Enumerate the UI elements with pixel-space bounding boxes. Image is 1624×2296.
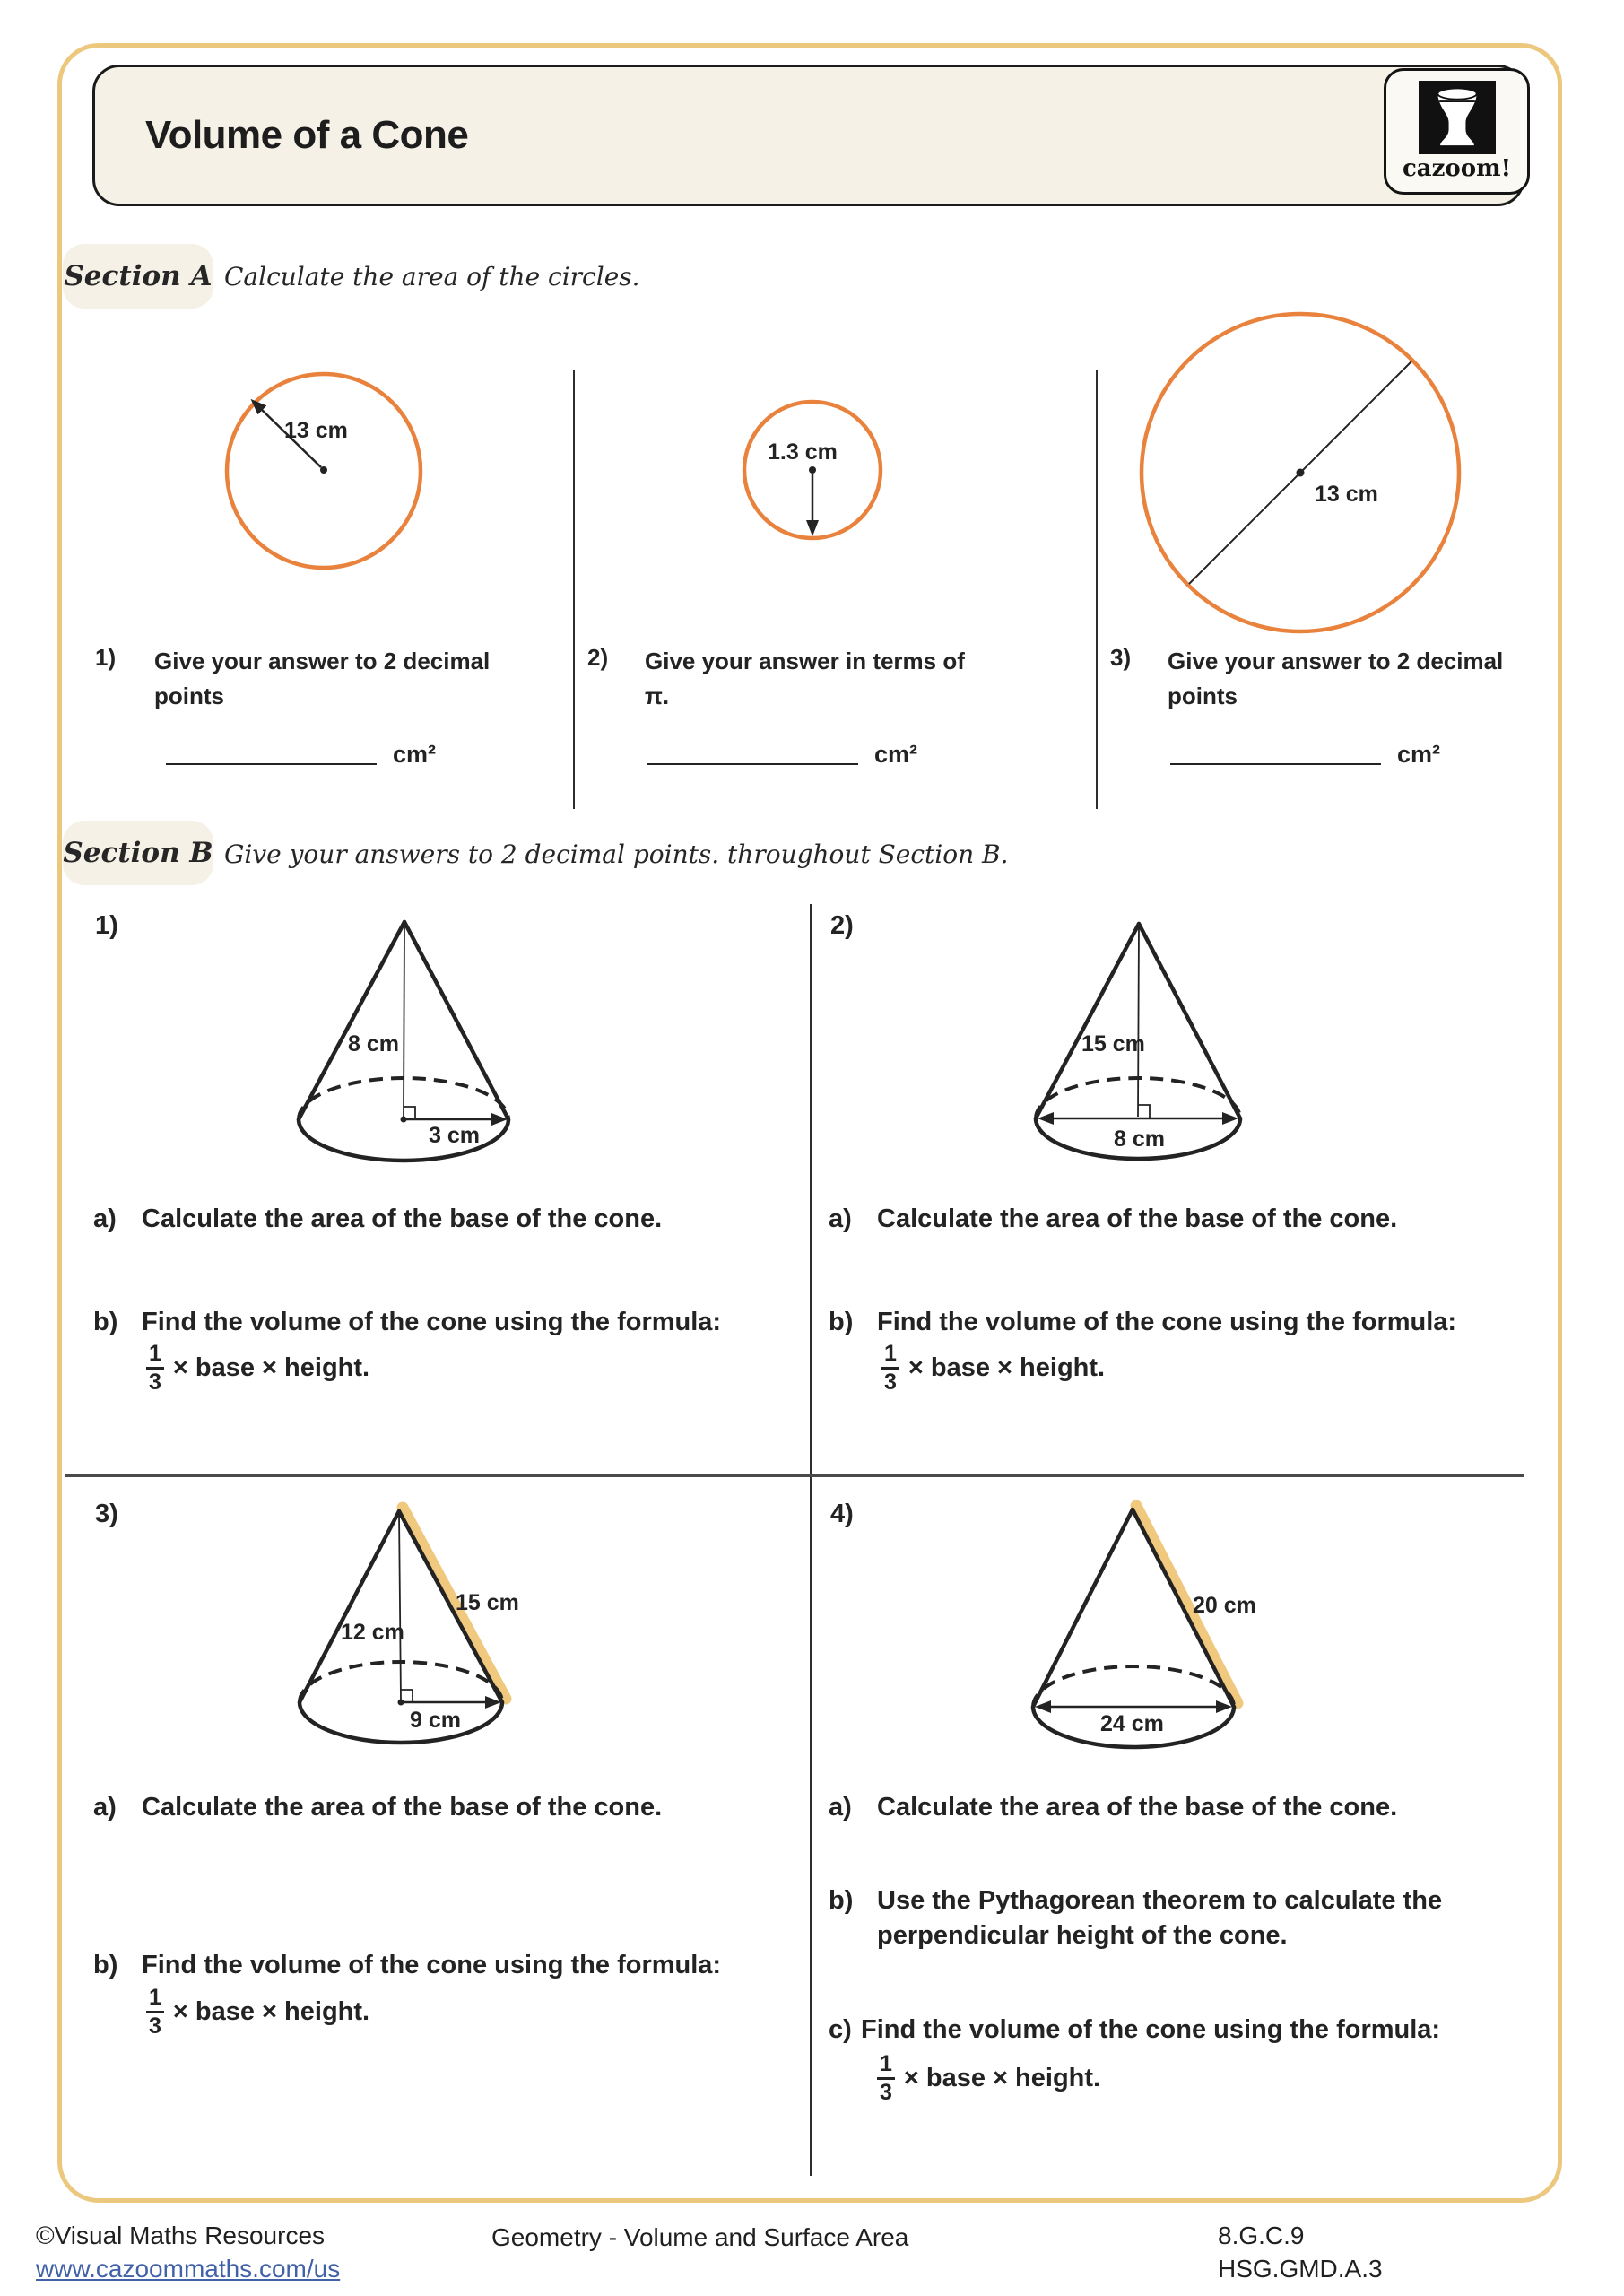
center-dot [401, 1117, 407, 1123]
circle-diagram-3 [1137, 309, 1464, 637]
part-text: Find the volume of the cone using the formula: [877, 1308, 1457, 1336]
question-number: 1) [95, 644, 117, 671]
question-part [93, 1790, 775, 1825]
fraction-one-third: $\frac{1}{3}$ [877, 2052, 895, 2105]
unit-label: cm² [874, 741, 918, 768]
volume-formula [877, 2052, 1100, 2105]
height-label: 12 cm [341, 1620, 404, 1645]
part-letter: b) [93, 1308, 118, 1336]
formula-rest: × base × height. [903, 2064, 1101, 2092]
question-part [829, 1883, 1469, 1953]
part-letter: a) [829, 1793, 852, 1822]
formula-rest: × base × height. [172, 1997, 370, 2026]
answer-line[interactable] [166, 763, 377, 765]
slant-label: 15 cm [456, 1590, 519, 1615]
center-dot [398, 1700, 404, 1706]
part-letter: a) [93, 1205, 117, 1233]
part-text: Find the volume of the cone using the formula: [142, 1951, 722, 1979]
radius-label: 3 cm [429, 1123, 480, 1148]
part-text: Calculate the area of the base of the cone. [877, 1793, 1398, 1822]
circle-diagram-2 [737, 395, 890, 547]
section-a-instruction: Calculate the area of the circles. [224, 262, 640, 291]
section-a-divider-2 [1096, 370, 1098, 809]
part-letter: b) [93, 1951, 118, 1979]
question-number: 3) [1110, 644, 1132, 671]
standard-code-2: HSG.GMD.A.3 [1218, 2255, 1383, 2283]
part-letter: b) [829, 1886, 854, 1915]
worksheet-header [92, 65, 1524, 206]
section-b-instruction: Give your answers to 2 decimal points. throughout Section B. [224, 839, 1009, 869]
slant-label: 20 cm [1193, 1593, 1256, 1618]
volume-formula [146, 1986, 369, 2039]
question-part [829, 2013, 1510, 2048]
website-link[interactable]: www.cazoommaths.com/us [36, 2255, 341, 2283]
slant-label: 15 cm [1081, 1031, 1145, 1057]
fraction-one-third: $\frac{1}{3}$ [146, 1342, 164, 1395]
formula-rest: × base × height. [172, 1353, 370, 1382]
question-part [93, 1948, 775, 1983]
diameter-label: 13 cm [1315, 482, 1378, 507]
height-line [399, 1513, 401, 1700]
section-a-label: Section A [64, 260, 213, 292]
part-letter: b) [829, 1308, 854, 1336]
answer-line[interactable] [647, 763, 858, 765]
center-dot [1297, 469, 1305, 477]
page-title: Volume of a Cone [145, 113, 469, 157]
cone-diagram-4 [1000, 1496, 1282, 1765]
height-line [1138, 926, 1139, 1117]
section-b-label: Section B [63, 837, 213, 869]
part-letter: a) [93, 1793, 117, 1822]
copyright-text: ©Visual Maths Resources [36, 2222, 326, 2249]
question-part [829, 1202, 1510, 1237]
footer-center: Geometry - Volume and Surface Area [491, 2223, 909, 2251]
section-a-tab [63, 244, 213, 309]
fraction-one-third: $\frac{1}{3}$ [146, 1986, 164, 2039]
circle-diagram-1 [220, 366, 431, 578]
question-text: Give your answer to 2 decimal points [154, 648, 491, 709]
center-dot [809, 466, 816, 474]
footer-standards [1218, 2219, 1383, 2285]
part-letter: c) [829, 2015, 852, 2044]
part-text: Calculate the area of the base of the cone. [877, 1205, 1398, 1233]
footer-left [36, 2219, 340, 2285]
section-b-divider-vertical [810, 904, 812, 2176]
volume-formula [881, 1342, 1105, 1395]
slant-label: 8 cm [348, 1031, 399, 1057]
question-text: Give your answer to 2 decimal points [1168, 648, 1504, 709]
formula-rest: × base × height. [908, 1353, 1106, 1382]
drum-icon [1419, 81, 1496, 154]
section-b-divider-horizontal [65, 1474, 1524, 1477]
cone-diagram-2 [1004, 908, 1282, 1177]
part-letter: a) [829, 1205, 852, 1233]
cone-diagram-3 [265, 1496, 547, 1765]
radius-label: 1.3 cm [768, 439, 838, 465]
base-front-arc [300, 1702, 502, 1743]
cone-diagram-1 [269, 908, 547, 1177]
base-back-arc [1033, 1666, 1234, 1707]
section-a-divider-1 [573, 370, 575, 809]
brand-logo [1384, 68, 1530, 195]
problem-number: 1) [95, 911, 118, 940]
fraction-one-third: $\frac{1}{3}$ [881, 1342, 899, 1395]
diameter-label: 8 cm [1114, 1126, 1165, 1152]
part-text: Find the volume of the cone using the formula: [861, 2015, 1441, 2044]
problem-number: 2) [830, 911, 854, 940]
question-part [93, 1305, 775, 1340]
question-part [829, 1790, 1510, 1825]
section-b-tab [63, 821, 213, 885]
unit-label: cm² [393, 741, 437, 768]
answer-line[interactable] [1170, 763, 1381, 765]
part-text: Find the volume of the cone using the formula: [142, 1308, 722, 1336]
unit-label: cm² [1397, 741, 1441, 768]
part-text: Use the Pythagorean theorem to calculate the perpendicular height of the cone. [877, 1886, 1443, 1951]
brand-name: cazoom! [1402, 155, 1512, 182]
question-part [829, 1305, 1510, 1340]
part-text: Calculate the area of the base of the cone. [142, 1205, 663, 1233]
problem-number: 4) [830, 1500, 854, 1528]
radius-label: 13 cm [284, 418, 348, 443]
part-text: Calculate the area of the base of the cone. [142, 1793, 663, 1822]
standard-code-1: 8.G.C.9 [1218, 2222, 1305, 2249]
problem-number: 3) [95, 1500, 118, 1528]
volume-formula [146, 1342, 369, 1395]
right-angle-mark [1138, 1105, 1150, 1118]
question-part [93, 1202, 775, 1237]
radius-label: 9 cm [410, 1708, 461, 1733]
question-text: Give your answer in terms of π. [645, 648, 965, 709]
diameter-label: 24 cm [1100, 1711, 1164, 1736]
center-dot [320, 466, 327, 474]
question-number: 2) [587, 644, 609, 671]
